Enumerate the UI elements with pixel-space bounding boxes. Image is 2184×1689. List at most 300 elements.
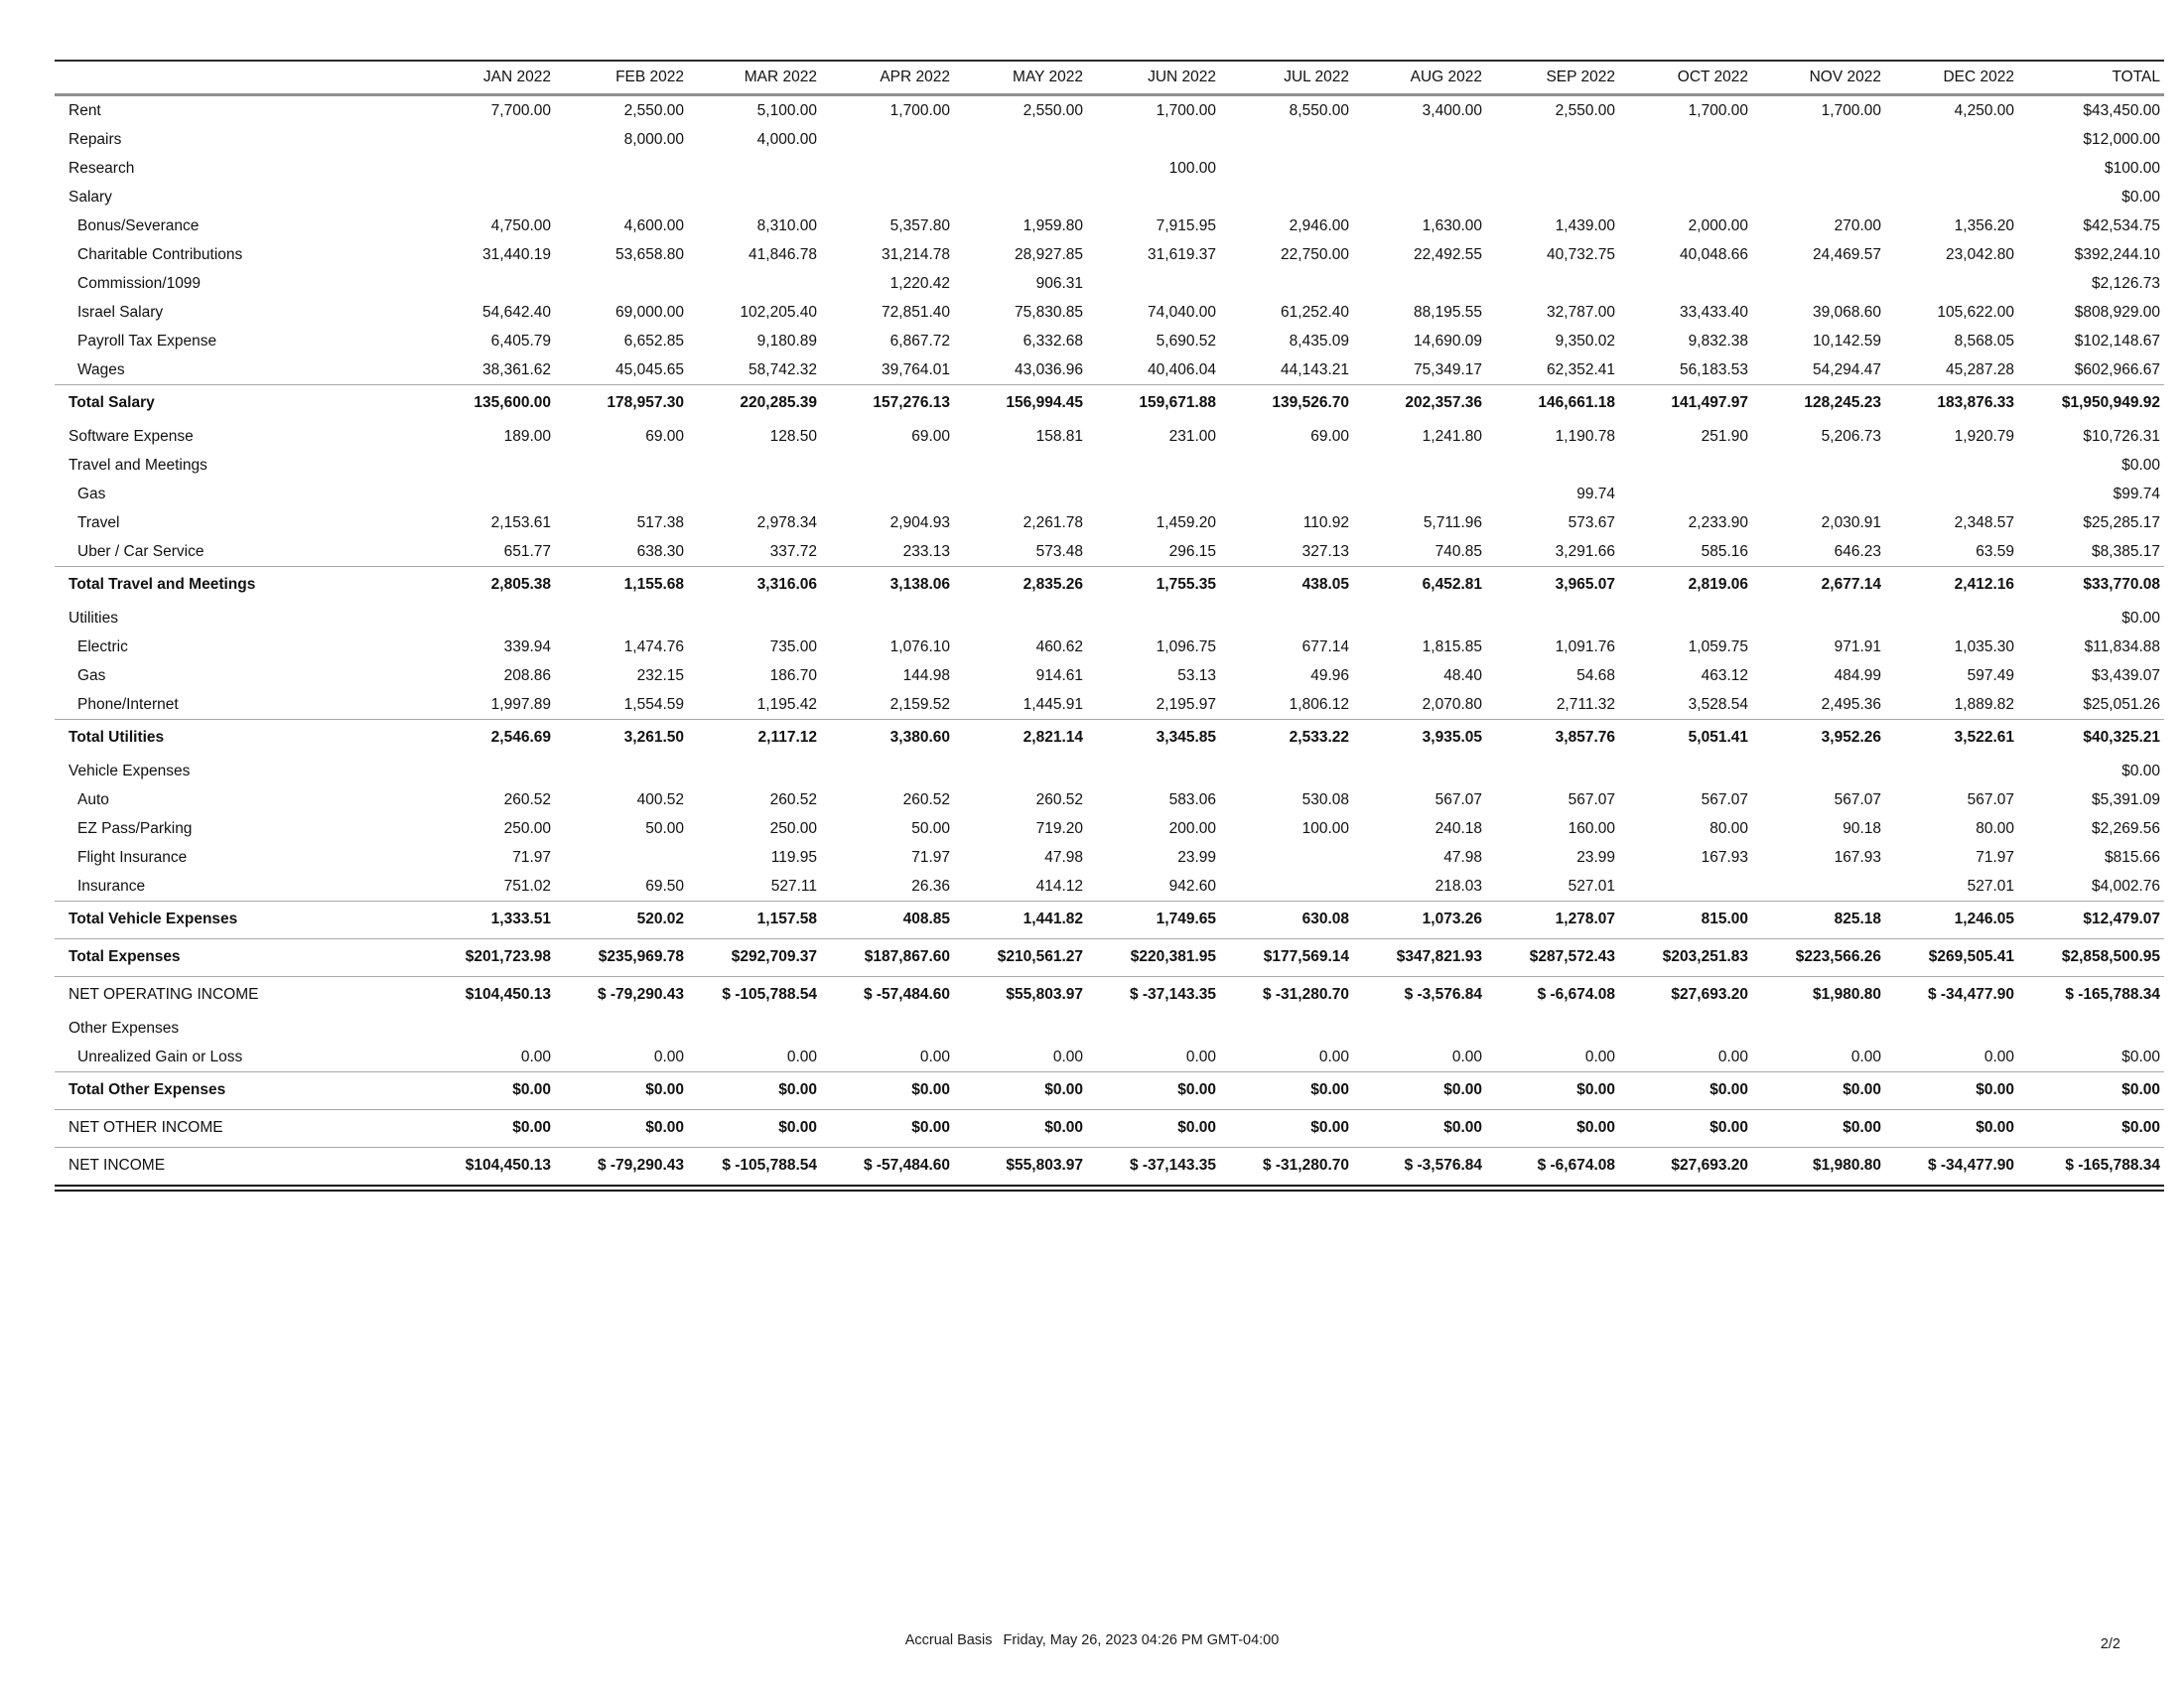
table-row bbox=[55, 720, 2164, 758]
total-cell: $2,269.56 bbox=[2092, 820, 2160, 837]
value-cell: 9,832.38 bbox=[1688, 333, 1748, 350]
value-cell: 1,333.51 bbox=[422, 902, 555, 939]
value-cell bbox=[1087, 480, 1220, 508]
value-cell: 677.14 bbox=[1301, 638, 1349, 655]
value-cell: 2,821.14 bbox=[954, 720, 1087, 758]
value-cell: $0.00 bbox=[1087, 1072, 1220, 1110]
value-cell: 0.00 bbox=[1717, 1049, 1748, 1065]
value-cell: 0.00 bbox=[1584, 1049, 1615, 1065]
value-cell: 28,927.85 bbox=[1015, 246, 1083, 263]
value-cell: 24,469.57 bbox=[1813, 246, 1881, 263]
value-cell: 1,091.76 bbox=[1555, 638, 1615, 655]
row-label: NET OTHER INCOME bbox=[55, 1110, 422, 1148]
value-cell bbox=[821, 154, 954, 183]
value-cell: 58,742.32 bbox=[749, 361, 817, 378]
value-cell: 80.00 bbox=[1709, 820, 1748, 837]
value-cell bbox=[1752, 154, 1885, 183]
value-cell: 2,677.14 bbox=[1752, 567, 1885, 605]
row-label: Bonus/Severance bbox=[77, 217, 200, 234]
value-cell: 3,952.26 bbox=[1752, 720, 1885, 758]
value-cell: 1,445.91 bbox=[1023, 696, 1083, 713]
value-cell: 1,195.42 bbox=[756, 696, 817, 713]
value-cell: 43,036.96 bbox=[1015, 361, 1083, 378]
value-cell bbox=[688, 154, 821, 183]
value-cell: $0.00 bbox=[555, 1072, 688, 1110]
total-cell: $0.00 bbox=[2121, 610, 2160, 627]
table-row bbox=[55, 154, 2164, 183]
table-row bbox=[55, 480, 2164, 508]
row-label: Auto bbox=[77, 791, 109, 808]
table-row bbox=[55, 1148, 2164, 1189]
value-cell bbox=[1486, 451, 1619, 480]
value-cell: 61,252.40 bbox=[1281, 304, 1349, 321]
value-cell: 1,246.05 bbox=[1885, 902, 2018, 939]
value-cell: $ -79,290.43 bbox=[555, 977, 688, 1015]
value-cell: 69.00 bbox=[645, 428, 684, 445]
value-cell: 250.00 bbox=[503, 820, 551, 837]
value-cell: 942.60 bbox=[1168, 878, 1216, 895]
value-cell: 8,310.00 bbox=[756, 217, 817, 234]
value-cell: $ -57,484.60 bbox=[821, 977, 954, 1015]
table-row bbox=[55, 451, 2164, 480]
value-cell: 0.00 bbox=[919, 1049, 950, 1065]
value-cell bbox=[1353, 604, 1486, 633]
row-label: Rent bbox=[68, 102, 101, 119]
value-cell: 6,332.68 bbox=[1023, 333, 1083, 350]
value-cell: 1,155.68 bbox=[555, 567, 688, 605]
value-cell bbox=[1353, 480, 1486, 508]
value-cell bbox=[1752, 480, 1885, 508]
value-cell: 3,291.66 bbox=[1555, 543, 1615, 560]
total-cell: $33,770.08 bbox=[2018, 567, 2164, 605]
value-cell bbox=[1619, 183, 1752, 211]
value-cell: $ -31,280.70 bbox=[1220, 977, 1353, 1015]
value-cell: 0.00 bbox=[653, 1049, 684, 1065]
row-label: Unrealized Gain or Loss bbox=[77, 1049, 243, 1065]
value-cell: $0.00 bbox=[422, 1110, 555, 1148]
value-cell: 573.67 bbox=[1568, 514, 1615, 531]
value-cell: 50.00 bbox=[911, 820, 950, 837]
value-cell: 40,406.04 bbox=[1148, 361, 1216, 378]
value-cell bbox=[821, 183, 954, 211]
row-label: NET OPERATING INCOME bbox=[55, 977, 422, 1015]
value-cell: 69.50 bbox=[645, 878, 684, 895]
value-cell bbox=[954, 183, 1087, 211]
value-cell: 327.13 bbox=[1301, 543, 1349, 560]
value-cell bbox=[1619, 1014, 1752, 1043]
value-cell: 9,180.89 bbox=[756, 333, 817, 350]
value-cell: 520.02 bbox=[555, 902, 688, 939]
value-cell bbox=[1220, 872, 1353, 902]
value-cell: 110.92 bbox=[1302, 514, 1349, 531]
value-cell: $347,821.93 bbox=[1353, 939, 1486, 977]
total-cell: $11,834.88 bbox=[2084, 638, 2160, 655]
value-cell: 3,965.07 bbox=[1486, 567, 1619, 605]
total-cell: $0.00 bbox=[2018, 1072, 2164, 1110]
value-cell: 10,142.59 bbox=[1813, 333, 1881, 350]
value-cell: 1,096.75 bbox=[1156, 638, 1216, 655]
value-cell bbox=[1486, 125, 1619, 154]
value-cell: 567.07 bbox=[1834, 791, 1881, 808]
value-cell: 1,700.00 bbox=[889, 102, 950, 119]
value-cell: 39,068.60 bbox=[1813, 304, 1881, 321]
value-cell: 751.02 bbox=[503, 878, 551, 895]
value-cell: 7,915.95 bbox=[1156, 217, 1216, 234]
value-cell: 646.23 bbox=[1834, 543, 1881, 560]
value-cell: 1,220.42 bbox=[889, 275, 950, 292]
table-row bbox=[55, 422, 2164, 451]
value-cell: 141,497.97 bbox=[1619, 385, 1752, 423]
value-cell: 159,671.88 bbox=[1087, 385, 1220, 423]
table-row bbox=[55, 785, 2164, 814]
value-cell bbox=[1353, 125, 1486, 154]
value-cell: $ -37,143.35 bbox=[1087, 1148, 1220, 1189]
total-cell: $392,244.10 bbox=[2074, 246, 2160, 263]
value-cell bbox=[1486, 269, 1619, 298]
value-cell: 75,830.85 bbox=[1015, 304, 1083, 321]
value-cell bbox=[1752, 1014, 1885, 1043]
value-cell: 438.05 bbox=[1220, 567, 1353, 605]
value-cell: 567.07 bbox=[1568, 791, 1615, 808]
value-cell bbox=[1220, 604, 1353, 633]
value-cell: 2,000.00 bbox=[1688, 217, 1748, 234]
value-cell: 157,276.13 bbox=[821, 385, 954, 423]
value-cell: 296.15 bbox=[1168, 543, 1216, 560]
value-cell: 0.00 bbox=[786, 1049, 817, 1065]
value-cell: 54.68 bbox=[1576, 667, 1615, 684]
total-cell: $99.74 bbox=[2113, 486, 2160, 502]
total-cell bbox=[2018, 1014, 2164, 1043]
value-cell: 573.48 bbox=[1035, 543, 1083, 560]
value-cell: 40,048.66 bbox=[1680, 246, 1748, 263]
value-cell: 100.00 bbox=[1301, 820, 1349, 837]
value-cell: $1,980.80 bbox=[1752, 977, 1885, 1015]
value-cell: $104,450.13 bbox=[422, 977, 555, 1015]
value-cell bbox=[422, 183, 555, 211]
value-cell: $1,980.80 bbox=[1752, 1148, 1885, 1189]
value-cell: 251.90 bbox=[1701, 428, 1748, 445]
value-cell bbox=[422, 125, 555, 154]
total-cell: $25,051.26 bbox=[2083, 696, 2160, 713]
value-cell bbox=[1486, 1014, 1619, 1043]
value-cell: 5,690.52 bbox=[1156, 333, 1216, 350]
value-cell: 567.07 bbox=[1967, 791, 2014, 808]
value-cell bbox=[422, 604, 555, 633]
value-cell bbox=[1752, 757, 1885, 785]
row-label: EZ Pass/Parking bbox=[77, 820, 193, 837]
value-cell: 158.81 bbox=[1035, 428, 1083, 445]
value-cell: 651.77 bbox=[503, 543, 551, 560]
value-cell: 5,711.96 bbox=[1423, 514, 1482, 531]
value-cell: $ -105,788.54 bbox=[688, 1148, 821, 1189]
row-label: Electric bbox=[77, 638, 128, 655]
value-cell: 3,316.06 bbox=[688, 567, 821, 605]
value-cell: 0.00 bbox=[520, 1049, 551, 1065]
value-cell: 80.00 bbox=[1976, 820, 2014, 837]
value-cell: 1,241.80 bbox=[1422, 428, 1482, 445]
table-row bbox=[55, 567, 2164, 605]
value-cell bbox=[1486, 183, 1619, 211]
value-cell: 1,059.75 bbox=[1688, 638, 1748, 655]
value-cell: 75,349.17 bbox=[1414, 361, 1482, 378]
value-cell: 186.70 bbox=[769, 667, 817, 684]
total-cell: $0.00 bbox=[2121, 189, 2160, 206]
value-cell bbox=[688, 757, 821, 785]
value-cell bbox=[1220, 269, 1353, 298]
value-cell: $ -3,576.84 bbox=[1353, 977, 1486, 1015]
value-cell: 240.18 bbox=[1434, 820, 1482, 837]
value-cell: 250.00 bbox=[769, 820, 817, 837]
value-cell bbox=[1087, 269, 1220, 298]
column-header: JUL 2022 bbox=[1220, 61, 1353, 95]
value-cell: $ -6,674.08 bbox=[1486, 977, 1619, 1015]
value-cell bbox=[954, 451, 1087, 480]
table-row bbox=[55, 1072, 2164, 1110]
value-cell bbox=[1752, 183, 1885, 211]
value-cell: 2,495.36 bbox=[1821, 696, 1881, 713]
value-cell: 0.00 bbox=[1850, 1049, 1881, 1065]
value-cell: 14,690.09 bbox=[1414, 333, 1482, 350]
value-cell: 23.99 bbox=[1576, 849, 1615, 866]
value-cell: 31,619.37 bbox=[1148, 246, 1216, 263]
value-cell: 160.00 bbox=[1568, 820, 1615, 837]
value-cell: 1,554.59 bbox=[623, 696, 684, 713]
value-cell: $0.00 bbox=[1087, 1110, 1220, 1148]
value-cell bbox=[555, 480, 688, 508]
value-cell bbox=[555, 451, 688, 480]
value-cell: 0.00 bbox=[1185, 1049, 1216, 1065]
row-label: Total Utilities bbox=[55, 720, 422, 758]
value-cell: 530.08 bbox=[1301, 791, 1349, 808]
value-cell: 735.00 bbox=[769, 638, 817, 655]
value-cell: 31,214.78 bbox=[882, 246, 950, 263]
row-label: Commission/1099 bbox=[77, 275, 202, 292]
total-cell: $602,966.67 bbox=[2074, 361, 2160, 378]
value-cell: $ -31,280.70 bbox=[1220, 1148, 1353, 1189]
value-cell bbox=[555, 269, 688, 298]
table-row bbox=[55, 508, 2164, 537]
value-cell: 6,867.72 bbox=[889, 333, 950, 350]
value-cell: 189.00 bbox=[503, 428, 551, 445]
value-cell bbox=[555, 1014, 688, 1043]
value-cell: 1,959.80 bbox=[1023, 217, 1083, 234]
value-cell: 49.96 bbox=[1310, 667, 1349, 684]
value-cell: $0.00 bbox=[1353, 1110, 1486, 1148]
row-label: Utilities bbox=[68, 610, 118, 627]
value-cell: 32,787.00 bbox=[1547, 304, 1615, 321]
value-cell: 5,357.80 bbox=[889, 217, 950, 234]
value-cell: 54,642.40 bbox=[482, 304, 551, 321]
value-cell: 1,157.58 bbox=[688, 902, 821, 939]
value-cell: 2,153.61 bbox=[490, 514, 551, 531]
value-cell: 0.00 bbox=[1451, 1049, 1482, 1065]
value-cell bbox=[422, 757, 555, 785]
column-header: APR 2022 bbox=[821, 61, 954, 95]
value-cell bbox=[422, 154, 555, 183]
value-cell: 1,997.89 bbox=[490, 696, 551, 713]
value-cell: 484.99 bbox=[1834, 667, 1881, 684]
total-cell: $ -165,788.34 bbox=[2018, 1148, 2164, 1189]
value-cell: 2,117.12 bbox=[688, 720, 821, 758]
value-cell: 2,819.06 bbox=[1619, 567, 1752, 605]
value-cell: 2,946.00 bbox=[1289, 217, 1349, 234]
column-header: JUN 2022 bbox=[1087, 61, 1220, 95]
value-cell: 0.00 bbox=[1983, 1049, 2014, 1065]
table-row bbox=[55, 1110, 2164, 1148]
report-footer bbox=[0, 1632, 2184, 1648]
value-cell: 3,528.54 bbox=[1688, 696, 1748, 713]
value-cell: 463.12 bbox=[1701, 667, 1748, 684]
value-cell bbox=[1220, 757, 1353, 785]
value-cell: 815.00 bbox=[1619, 902, 1752, 939]
value-cell: $0.00 bbox=[1885, 1110, 2018, 1148]
value-cell: 1,630.00 bbox=[1422, 217, 1482, 234]
value-cell: 44,143.21 bbox=[1281, 361, 1349, 378]
value-cell: 597.49 bbox=[1967, 667, 2014, 684]
report-table-body bbox=[55, 95, 2164, 1189]
table-row bbox=[55, 814, 2164, 843]
row-label: Total Travel and Meetings bbox=[55, 567, 422, 605]
value-cell: 1,889.82 bbox=[1954, 696, 2014, 713]
value-cell: 8,550.00 bbox=[1289, 102, 1349, 119]
value-cell: 585.16 bbox=[1701, 543, 1748, 560]
value-cell bbox=[1087, 183, 1220, 211]
value-cell: 1,356.20 bbox=[1954, 217, 2014, 234]
value-cell bbox=[821, 480, 954, 508]
value-cell: 1,920.79 bbox=[1954, 428, 2014, 445]
row-label: Vehicle Expenses bbox=[68, 763, 191, 779]
value-cell: 53,658.80 bbox=[615, 246, 684, 263]
value-cell bbox=[1885, 451, 2018, 480]
value-cell: 1,806.12 bbox=[1289, 696, 1349, 713]
value-cell: 156,994.45 bbox=[954, 385, 1087, 423]
total-cell: $1,950,949.92 bbox=[2018, 385, 2164, 423]
value-cell bbox=[1885, 183, 2018, 211]
column-header: AUG 2022 bbox=[1353, 61, 1486, 95]
value-cell: 1,474.76 bbox=[623, 638, 684, 655]
value-cell: 2,835.26 bbox=[954, 567, 1087, 605]
total-cell: $2,126.73 bbox=[2092, 275, 2160, 292]
value-cell: 567.07 bbox=[1434, 791, 1482, 808]
column-header: OCT 2022 bbox=[1619, 61, 1752, 95]
page-indicator: 2/2 bbox=[2100, 1636, 2120, 1652]
column-header: MAY 2022 bbox=[954, 61, 1087, 95]
value-cell bbox=[1087, 1014, 1220, 1043]
value-cell: 99.74 bbox=[1576, 486, 1615, 502]
value-cell: 146,661.18 bbox=[1486, 385, 1619, 423]
table-row bbox=[55, 537, 2164, 567]
value-cell bbox=[688, 604, 821, 633]
value-cell bbox=[1353, 269, 1486, 298]
value-cell: 400.52 bbox=[636, 791, 684, 808]
total-cell: $3,439.07 bbox=[2092, 667, 2160, 684]
value-cell: 2,550.00 bbox=[623, 102, 684, 119]
row-label: Flight Insurance bbox=[77, 849, 188, 866]
row-label: Uber / Car Service bbox=[77, 543, 205, 560]
value-cell: 6,652.85 bbox=[623, 333, 684, 350]
value-cell bbox=[1220, 1014, 1353, 1043]
value-cell: 39,764.01 bbox=[882, 361, 950, 378]
value-cell: 2,233.90 bbox=[1688, 514, 1748, 531]
row-label: NET INCOME bbox=[55, 1148, 422, 1189]
value-cell: $292,709.37 bbox=[688, 939, 821, 977]
value-cell: $0.00 bbox=[1486, 1110, 1619, 1148]
value-cell: 69.00 bbox=[911, 428, 950, 445]
value-cell: $0.00 bbox=[1619, 1110, 1752, 1148]
total-cell: $43,450.00 bbox=[2083, 102, 2160, 119]
value-cell: 2,195.97 bbox=[1156, 696, 1216, 713]
value-cell bbox=[1619, 872, 1752, 902]
table-row bbox=[55, 843, 2164, 872]
value-cell: 1,190.78 bbox=[1555, 428, 1615, 445]
row-label: Charitable Contributions bbox=[77, 246, 243, 263]
value-cell: $55,803.97 bbox=[954, 1148, 1087, 1189]
value-cell: 3,522.61 bbox=[1885, 720, 2018, 758]
total-cell: $12,000.00 bbox=[2083, 131, 2160, 148]
row-label: Insurance bbox=[77, 878, 146, 895]
value-cell: 45,045.65 bbox=[615, 361, 684, 378]
total-cell: $8,385.17 bbox=[2092, 543, 2160, 560]
value-cell bbox=[555, 183, 688, 211]
value-cell: 1,035.30 bbox=[1954, 638, 2014, 655]
value-cell: 914.61 bbox=[1035, 667, 1083, 684]
value-cell: 2,711.32 bbox=[1556, 696, 1615, 713]
value-cell: 231.00 bbox=[1168, 428, 1216, 445]
value-cell: 40,732.75 bbox=[1547, 246, 1615, 263]
total-cell: $815.66 bbox=[2104, 849, 2160, 866]
value-cell: 178,957.30 bbox=[555, 385, 688, 423]
value-cell: 53.13 bbox=[1177, 667, 1216, 684]
value-cell bbox=[1486, 757, 1619, 785]
value-cell: $27,693.20 bbox=[1619, 1148, 1752, 1189]
value-cell: 26.36 bbox=[911, 878, 950, 895]
value-cell bbox=[1353, 451, 1486, 480]
value-cell bbox=[1087, 604, 1220, 633]
value-cell bbox=[821, 125, 954, 154]
value-cell: 72,851.40 bbox=[882, 304, 950, 321]
total-cell: $42,534.75 bbox=[2083, 217, 2160, 234]
value-cell: 167.93 bbox=[1834, 849, 1881, 866]
value-cell: 139,526.70 bbox=[1220, 385, 1353, 423]
value-cell: 135,600.00 bbox=[422, 385, 555, 423]
value-cell: 2,978.34 bbox=[756, 514, 817, 531]
value-cell bbox=[1220, 451, 1353, 480]
value-cell: $0.00 bbox=[821, 1072, 954, 1110]
value-cell: 337.72 bbox=[769, 543, 817, 560]
value-cell: $0.00 bbox=[688, 1072, 821, 1110]
value-cell: 3,400.00 bbox=[1422, 102, 1482, 119]
value-cell bbox=[1087, 125, 1220, 154]
value-cell bbox=[1486, 604, 1619, 633]
value-cell: $223,566.26 bbox=[1752, 939, 1885, 977]
column-header: SEP 2022 bbox=[1486, 61, 1619, 95]
value-cell bbox=[1619, 604, 1752, 633]
value-cell bbox=[688, 480, 821, 508]
value-cell bbox=[1353, 183, 1486, 211]
value-cell: $269,505.41 bbox=[1885, 939, 2018, 977]
value-cell: 119.95 bbox=[770, 849, 817, 866]
value-cell: 527.01 bbox=[1568, 878, 1615, 895]
value-cell: 270.00 bbox=[1834, 217, 1881, 234]
table-row bbox=[55, 125, 2164, 154]
table-row bbox=[55, 327, 2164, 355]
value-cell: 183,876.33 bbox=[1885, 385, 2018, 423]
value-cell bbox=[1220, 183, 1353, 211]
value-cell: 48.40 bbox=[1443, 667, 1482, 684]
value-cell: 208.86 bbox=[503, 667, 551, 684]
total-cell: $100.00 bbox=[2104, 160, 2160, 177]
value-cell bbox=[1220, 843, 1353, 872]
